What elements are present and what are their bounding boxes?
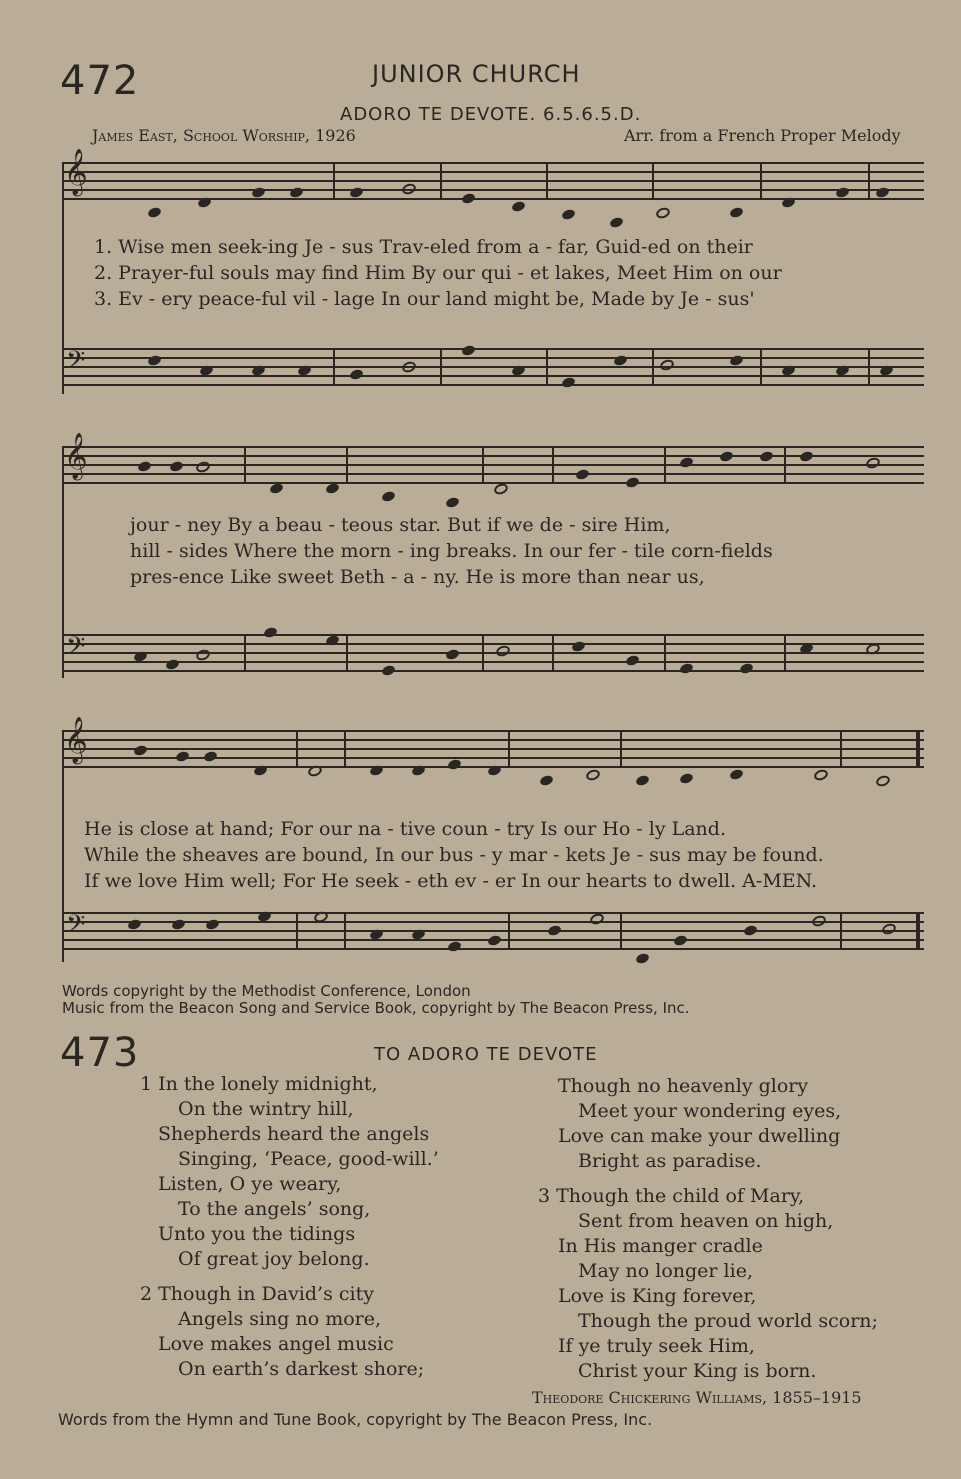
staff-line xyxy=(62,189,924,191)
staff-line xyxy=(62,912,924,914)
staff-line xyxy=(62,473,924,475)
staff-line xyxy=(62,171,924,173)
treble-clef-icon: 𝄞 xyxy=(64,149,88,195)
barline xyxy=(296,912,298,948)
note-head-icon xyxy=(743,924,758,937)
barline xyxy=(546,162,548,198)
note-head-icon xyxy=(547,924,562,937)
note-head-icon xyxy=(511,200,526,213)
staff-line xyxy=(62,652,924,654)
note-head-icon xyxy=(137,460,152,473)
note-head-icon xyxy=(349,368,364,381)
barline xyxy=(344,730,346,766)
note-head-icon xyxy=(169,460,184,473)
bass-clef-icon: 𝄢 xyxy=(66,346,86,381)
note-head-icon xyxy=(401,360,418,374)
bass-clef-icon: 𝄢 xyxy=(66,632,86,667)
note-head-icon xyxy=(445,496,460,509)
poem-line: 1 In the lonely midnight, xyxy=(140,1073,378,1095)
author-credit: James East, School Worship, 1926 xyxy=(92,126,356,145)
note-head-icon xyxy=(495,644,512,658)
barline xyxy=(482,634,484,670)
poem-line: Meet your wondering eyes, xyxy=(578,1100,842,1122)
barline xyxy=(652,162,654,198)
staff-line xyxy=(62,482,924,484)
note-head-icon xyxy=(447,940,462,953)
staff-line xyxy=(62,162,924,164)
barline xyxy=(760,348,762,384)
barline xyxy=(652,348,654,384)
poem-line: Sent from heaven on high, xyxy=(578,1210,834,1232)
barline xyxy=(840,912,842,948)
barline xyxy=(296,730,298,766)
lyric-verse-1: 1. Wise men seek-ing Je - sus Trav-eled from a - far, Guid-ed on their xyxy=(94,236,753,258)
note-head-icon xyxy=(673,934,688,947)
barline xyxy=(620,912,622,948)
barline xyxy=(440,162,442,198)
barline xyxy=(552,446,554,482)
staff-line xyxy=(62,661,924,663)
note-head-icon xyxy=(739,662,754,675)
section-title: JUNIOR CHURCH xyxy=(372,60,581,88)
poem-copyright: Words from the Hymn and Tune Book, copyright by The Beacon Press, Inc. xyxy=(58,1410,653,1429)
lyric-verse-3: If we love Him well; For He seek - eth ev - er In our hearts to dwell. A-MEN. xyxy=(84,870,818,892)
note-head-icon xyxy=(269,482,284,495)
staff-line xyxy=(62,757,924,759)
poem-line: May no longer lie, xyxy=(578,1260,753,1282)
staff-line xyxy=(62,446,924,448)
barline xyxy=(508,730,510,766)
note-head-icon xyxy=(147,206,162,219)
treble-clef-icon: 𝄞 xyxy=(64,433,88,479)
note-head-icon xyxy=(759,450,774,463)
arranger-credit: Arr. from a French Proper Melody xyxy=(624,126,901,145)
poem-line: Singing, ‘Peace, good-will.’ xyxy=(178,1148,439,1170)
staff-line xyxy=(62,366,924,368)
staff-line xyxy=(62,921,924,923)
note-head-icon xyxy=(625,476,640,489)
note-head-icon xyxy=(881,922,898,936)
note-head-icon xyxy=(325,482,340,495)
barline xyxy=(760,162,762,198)
note-head-icon xyxy=(447,758,462,771)
note-head-icon xyxy=(561,376,576,389)
staff-line xyxy=(62,180,924,182)
note-head-icon xyxy=(659,358,676,372)
poem-line: If ye truly seek Him, xyxy=(558,1335,755,1357)
barline xyxy=(508,912,510,948)
staff-line xyxy=(62,948,924,950)
poem-line: Listen, O ye weary, xyxy=(158,1173,342,1195)
barline xyxy=(546,348,548,384)
note-head-icon xyxy=(679,772,694,785)
barline xyxy=(840,730,842,766)
note-head-icon xyxy=(799,450,814,463)
note-head-icon xyxy=(865,456,882,470)
staff-line xyxy=(62,198,924,200)
staff-line xyxy=(62,670,924,672)
note-head-icon xyxy=(445,648,460,661)
staff-line xyxy=(62,634,924,636)
note-head-icon xyxy=(729,768,744,781)
staff-line xyxy=(62,384,924,386)
lyric-verse-2: hill - sides Where the morn - ing breaks. In our fer - tile corn-fields xyxy=(130,540,773,562)
poem-line: Love can make your dwelling xyxy=(558,1125,841,1147)
barline xyxy=(346,634,348,670)
staff-line xyxy=(62,348,924,350)
note-head-icon xyxy=(655,206,672,220)
note-head-icon xyxy=(729,206,744,219)
note-head-icon xyxy=(195,460,212,474)
lyric-verse-2: 2. Prayer-ful souls may find Him By our qui - et lakes, Meet Him on our xyxy=(94,262,782,284)
note-head-icon xyxy=(461,344,476,357)
note-head-icon xyxy=(575,468,590,481)
barline xyxy=(344,912,346,948)
barline xyxy=(482,446,484,482)
staff-line xyxy=(62,464,924,466)
barline xyxy=(664,634,666,670)
lyric-verse-3: pres-ence Like sweet Beth - a - ny. He is more than near us, xyxy=(130,566,705,588)
note-head-icon xyxy=(203,750,218,763)
poem-line: Unto you the tidings xyxy=(158,1223,356,1245)
note-head-icon xyxy=(263,626,278,639)
note-head-icon xyxy=(561,208,576,221)
note-head-icon xyxy=(175,750,190,763)
barline xyxy=(664,446,666,482)
music-copyright: Music from the Beacon Song and Service Book, copyright by The Beacon Press, Inc. xyxy=(62,999,690,1017)
lyric-verse-2: While the sheaves are bound, In our bus - y mar - kets Je - sus may be found. xyxy=(84,844,824,866)
note-head-icon xyxy=(325,634,340,647)
barline xyxy=(868,162,870,198)
hymn-title: TO ADORO TE DEVOTE xyxy=(374,1044,598,1065)
note-head-icon xyxy=(381,664,396,677)
tune-name: ADORO TE DEVOTE. 6.5.6.5.D. xyxy=(340,104,642,125)
staff-line xyxy=(62,455,924,457)
note-head-icon xyxy=(719,450,734,463)
poem-line: 2 Though in David’s city xyxy=(140,1283,374,1305)
poem-line: Love is King forever, xyxy=(558,1285,757,1307)
barline xyxy=(244,634,246,670)
note-head-icon xyxy=(679,456,694,469)
poem-line: Angels sing no more, xyxy=(178,1308,382,1330)
hymn-number: 473 xyxy=(60,1030,140,1076)
note-head-icon xyxy=(589,912,606,926)
lyric-verse-1: jour - ney By a beau - teous star. But if we de - sire Him, xyxy=(130,514,671,536)
staff-line xyxy=(62,643,924,645)
poem-line: Though no heavenly glory xyxy=(558,1075,809,1097)
poem-line: In His manger cradle xyxy=(558,1235,763,1257)
note-head-icon xyxy=(493,482,510,496)
barline xyxy=(784,446,786,482)
poem-line: Love makes angel music xyxy=(158,1333,394,1355)
hymn-number: 472 xyxy=(60,58,140,104)
poem-line: On earth’s darkest shore; xyxy=(178,1358,425,1380)
lyric-verse-3: 3. Ev - ery peace-ful vil - lage In our land might be, Made by Je - sus' xyxy=(94,288,755,310)
barline xyxy=(346,446,348,482)
poem-line: Christ your King is born. xyxy=(578,1360,817,1382)
poem-line: Bright as paradise. xyxy=(578,1150,762,1172)
barline xyxy=(552,634,554,670)
note-head-icon xyxy=(609,216,624,229)
note-head-icon xyxy=(461,192,476,205)
barline xyxy=(784,634,786,670)
lyric-verse-1: He is close at hand; For our na - tive coun - try Is our Ho - ly Land. xyxy=(84,818,726,840)
poem-line: On the wintry hill, xyxy=(178,1098,354,1120)
note-head-icon xyxy=(679,662,694,675)
barline xyxy=(333,162,335,198)
staff-line xyxy=(62,930,924,932)
note-head-icon xyxy=(585,768,602,782)
staff-line xyxy=(62,739,924,741)
poem-author: Theodore Chickering Williams, 1855–1915 xyxy=(532,1388,862,1407)
note-head-icon xyxy=(539,774,554,787)
note-head-icon xyxy=(195,648,212,662)
note-head-icon xyxy=(635,952,650,965)
note-head-icon xyxy=(401,182,418,196)
poem-left-column xyxy=(140,1072,439,1382)
treble-clef-icon: 𝄞 xyxy=(64,717,88,763)
poem-right-column xyxy=(538,1074,878,1384)
barline xyxy=(916,912,920,948)
staff-line xyxy=(62,748,924,750)
note-head-icon xyxy=(875,774,892,788)
barline xyxy=(620,730,622,766)
poem-line: Shepherds heard the angels xyxy=(158,1123,430,1145)
note-head-icon xyxy=(381,490,396,503)
bass-clef-icon: 𝄢 xyxy=(66,910,86,945)
poem-line: To the angels’ song, xyxy=(178,1198,371,1220)
barline xyxy=(62,730,64,962)
barline xyxy=(440,348,442,384)
note-head-icon xyxy=(625,654,640,667)
poem-line: Though the proud world scorn; xyxy=(578,1310,878,1332)
staff-line xyxy=(62,357,924,359)
note-head-icon xyxy=(811,914,828,928)
barline xyxy=(916,730,920,766)
note-head-icon xyxy=(813,768,830,782)
barline xyxy=(62,162,64,394)
note-head-icon xyxy=(133,744,148,757)
barline xyxy=(244,446,246,482)
poem-line: 3 Though the child of Mary, xyxy=(538,1185,805,1207)
barline xyxy=(333,348,335,384)
staff-line xyxy=(62,730,924,732)
poem-line: Of great joy belong. xyxy=(178,1248,370,1270)
note-head-icon xyxy=(635,774,650,787)
staff-line xyxy=(62,375,924,377)
barline xyxy=(868,348,870,384)
note-head-icon xyxy=(487,934,502,947)
words-copyright: Words copyright by the Methodist Conference, London xyxy=(62,982,471,1000)
